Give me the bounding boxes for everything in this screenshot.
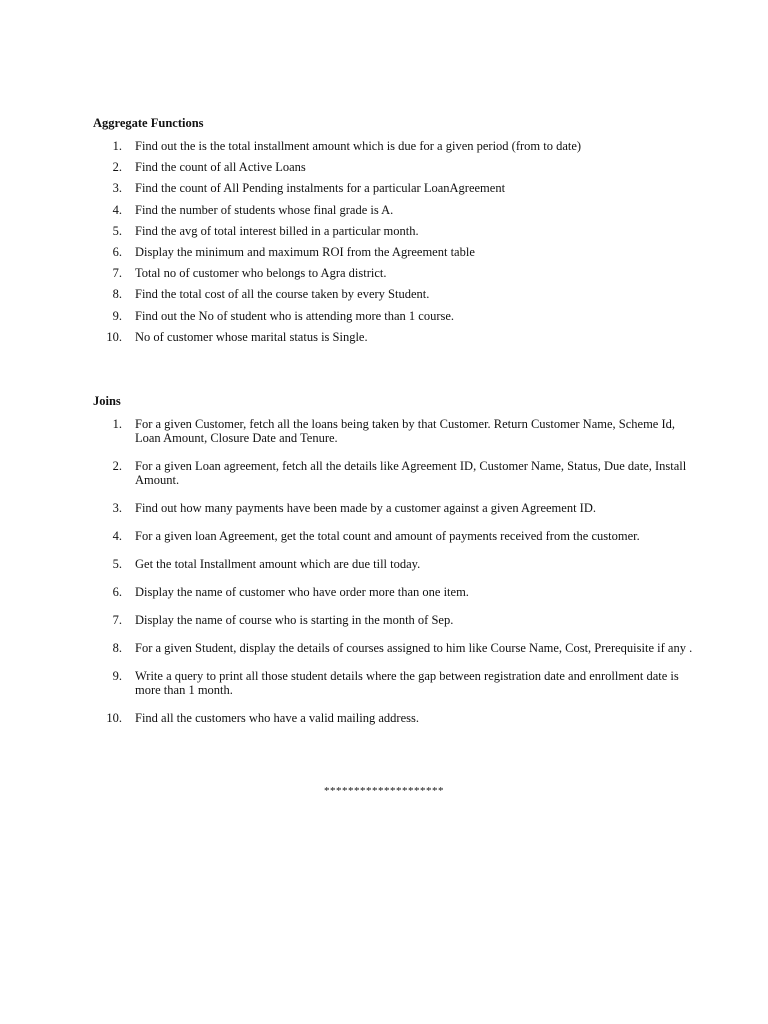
item-number: 7. xyxy=(112,266,122,281)
item-text: For a given Loan agreement, fetch all the details like Agreement ID, Customer Name, Status, Due date, Install Amount. xyxy=(135,459,687,487)
item-text: Find out the No of student who is attending more than 1 course. xyxy=(135,308,455,323)
end-separator: ******************** xyxy=(324,785,444,797)
item-number: 9. xyxy=(112,308,122,323)
section-heading-joins: Joins xyxy=(93,394,121,408)
item-text: Display the name of course who is starting in the month of Sep. xyxy=(135,613,454,627)
item-text: Find the count of All Pending instalments for a particular LoanAgreement xyxy=(135,181,506,196)
item-number: 5. xyxy=(112,557,122,571)
item-number: 10. xyxy=(106,329,122,344)
item-text: Find the avg of total interest billed in a particular month. xyxy=(135,223,419,238)
item-text: No of customer whose marital status is Single. xyxy=(135,329,368,344)
list-item xyxy=(93,203,693,217)
item-number: 9. xyxy=(112,669,122,683)
item-text: For a given Customer, fetch all the loans being taken by that Customer. Return Customer Name, Scheme Id, Loan Amount, Closure Date and Tenure. xyxy=(135,417,676,445)
item-number: 1. xyxy=(112,417,122,431)
item-number: 3. xyxy=(112,501,122,515)
joins-question-list xyxy=(93,417,693,739)
item-number: 8. xyxy=(112,287,122,302)
item-text: For a given loan Agreement, get the total count and amount of payments received from the customer. xyxy=(135,529,640,543)
list-item xyxy=(93,139,693,153)
list-item xyxy=(93,330,693,344)
list-item xyxy=(93,613,693,627)
item-text: Find out the is the total installment amount which is due for a given period (from to date) xyxy=(135,139,582,153)
list-item xyxy=(93,529,693,543)
item-number: 2. xyxy=(112,459,122,473)
list-item xyxy=(93,245,693,259)
list-item xyxy=(93,309,693,323)
item-text: Find the total cost of all the course taken by every Student. xyxy=(135,287,430,302)
list-item xyxy=(93,224,693,238)
item-text: Find the count of all Active Loans xyxy=(135,160,306,175)
list-item xyxy=(93,641,693,655)
list-item xyxy=(93,501,693,515)
item-text: Write a query to print all those student details where the gap between registration date and enrollment date is more than 1 month. xyxy=(135,669,679,697)
item-text: Find out how many payments have been made by a customer against a given Agreement ID. xyxy=(135,501,596,515)
item-text: Total no of customer who belongs to Agra district. xyxy=(135,266,387,281)
item-text: Find the number of students whose final grade is A. xyxy=(135,202,394,217)
item-number: 5. xyxy=(112,223,122,238)
item-text: Get the total Installment amount which are due till today. xyxy=(135,557,421,571)
item-text: Display the minimum and maximum ROI from the Agreement table xyxy=(135,244,475,259)
list-item xyxy=(93,181,693,195)
item-number: 8. xyxy=(112,641,122,655)
list-item xyxy=(93,711,693,725)
item-number: 4. xyxy=(112,529,122,543)
list-item xyxy=(93,557,693,571)
item-number: 3. xyxy=(112,181,122,196)
item-number: 4. xyxy=(112,202,122,217)
item-number: 1. xyxy=(112,139,122,153)
item-number: 10. xyxy=(106,711,122,725)
item-text: For a given Student, display the details of courses assigned to him like Course Name, Cost, Prerequisite if any . xyxy=(135,641,693,655)
list-item xyxy=(93,669,693,697)
list-item xyxy=(93,585,693,599)
item-number: 6. xyxy=(112,244,122,259)
item-text: Display the name of customer who have order more than one item. xyxy=(135,585,469,599)
list-item xyxy=(93,160,693,174)
item-number: 6. xyxy=(112,585,122,599)
item-text: Find all the customers who have a valid mailing address. xyxy=(135,711,419,725)
list-item xyxy=(93,287,693,301)
list-item xyxy=(93,417,693,445)
item-number: 7. xyxy=(112,613,122,627)
item-number: 2. xyxy=(112,160,122,175)
list-item xyxy=(93,266,693,280)
list-item xyxy=(93,459,693,487)
section-heading-aggregate-functions: Aggregate Functions xyxy=(93,116,204,130)
aggregate-question-list xyxy=(93,139,693,351)
